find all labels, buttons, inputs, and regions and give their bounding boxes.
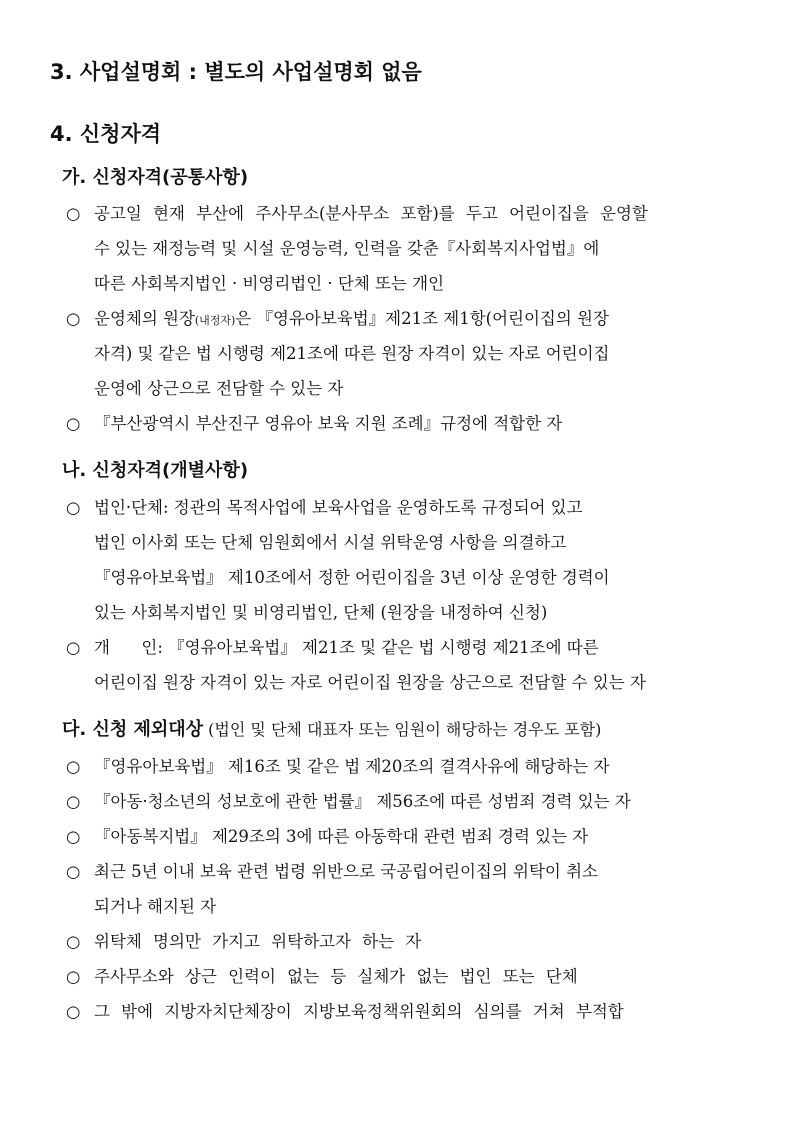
circle-bullet-icon: ○ <box>66 309 81 328</box>
list-item <box>66 490 726 630</box>
circle-bullet-icon: ○ <box>66 1002 81 1021</box>
list-item <box>66 784 726 819</box>
item-text-line: 위탁체 명의만 가지고 위탁하고자 하는 자 <box>94 932 422 951</box>
circle-bullet-icon: ○ <box>66 967 81 986</box>
circle-bullet-icon: ○ <box>66 827 81 846</box>
item-text-line: 운영에 상근으로 전담할 수 있는 자 <box>94 379 344 398</box>
item-text-line: 수 있는 재정능력 및 시설 운영능력, 인력을 갖춘『사회복지사업법』에 <box>94 239 600 258</box>
list-item <box>66 924 726 959</box>
subsection-ga-heading: 가. 신청자격(공통사항) <box>62 167 249 188</box>
circle-bullet-icon: ○ <box>66 204 81 223</box>
list-item <box>66 959 726 994</box>
section-3-heading: 3. 사업설명회 : 별도의 사업설명회 없음 <box>50 60 422 84</box>
circle-bullet-icon: ○ <box>66 862 81 881</box>
subsection-da-heading <box>62 717 601 743</box>
item-text-line: 어린이집 원장 자격이 있는 자로 어린이집 원장을 상근으로 전담할 수 있는 자 <box>94 673 646 692</box>
subsection-da-title: 다. 신청 제외대상 <box>62 719 204 740</box>
circle-bullet-icon: ○ <box>66 932 81 951</box>
subsection-na-heading: 나. 신청자격(개별사항) <box>62 460 249 481</box>
item-text-line: 따른 사회복지법인 · 비영리법인 · 단체 또는 개인 <box>94 274 445 293</box>
item-text-line: 주사무소와 상근 인력이 없는 등 실체가 없는 법인 또는 단체 <box>94 967 578 986</box>
item-text-line: 『부산광역시 부산진구 영유아 보육 지원 조례』규정에 적합한 자 <box>94 414 563 433</box>
item-text-line: 『영유아보육법』 제16조 및 같은 법 제20조의 결격사유에 해당하는 자 <box>94 757 610 776</box>
item-text-segment: 운영체의 원장 <box>94 309 195 328</box>
list-item <box>66 630 726 700</box>
item-text-line: 그 밖에 지방자치단체장이 지방보육정책위원회의 심의를 거쳐 부적합 <box>94 1002 624 1021</box>
item-text-line: 『아동·청소년의 성보호에 관한 법률』 제56조에 따른 성범죄 경력 있는 자 <box>94 792 631 811</box>
circle-bullet-icon: ○ <box>66 792 81 811</box>
item-text-line: 법인·단체: 정관의 목적사업에 보육사업을 운영하도록 규정되어 있고 <box>94 498 583 517</box>
list-item <box>66 301 726 406</box>
item-text-line: 공고일 현재 부산에 주사무소(분사무소 포함)를 두고 어린이집을 운영할 <box>94 204 648 223</box>
item-text-line: 『영유아보육법』 제10조에서 정한 어린이집을 3년 이상 운영한 경력이 <box>94 568 610 587</box>
section-4-heading: 4. 신청자격 <box>50 122 162 146</box>
subsection-da-note: (법인 및 단체 대표자 또는 임원이 해당하는 경우도 포함) <box>203 720 602 739</box>
circle-bullet-icon: ○ <box>66 638 81 657</box>
item-text-line: 『아동복지법』 제29조의 3에 따른 아동학대 관련 범죄 경력 있는 자 <box>94 827 589 846</box>
list-item <box>66 406 726 441</box>
item-text-line: 자격) 및 같은 법 시행령 제21조에 따른 원장 자격이 있는 자로 어린이집 <box>94 344 610 363</box>
item-text-line: 법인 이사회 또는 단체 임원회에서 시설 위탁운영 사항을 의결하고 <box>94 533 567 552</box>
circle-bullet-icon: ○ <box>66 414 81 433</box>
list-item <box>66 819 726 854</box>
item-text-small: (내정자) <box>194 314 236 327</box>
circle-bullet-icon: ○ <box>66 757 81 776</box>
list-item <box>66 994 726 1029</box>
item-text-line: 있는 사회복지법인 및 비영리법인, 단체 (원장을 내정하여 신청) <box>94 603 548 622</box>
list-item <box>66 196 726 301</box>
list-item <box>66 854 726 924</box>
list-item <box>66 749 726 784</box>
item-text-line: 개 인: 『영유아보육법』 제21조 및 같은 법 시행령 제21조에 따른 <box>94 638 599 657</box>
item-text-segment: 은 『영유아보육법』제21조 제1항(어린이집의 원장 <box>235 309 609 328</box>
item-text-line: 최근 5년 이내 보육 관련 법령 위반으로 국공립어린이집의 위탁이 취소 <box>94 862 598 881</box>
circle-bullet-icon: ○ <box>66 498 81 517</box>
item-text-line: 되거나 해지된 자 <box>94 897 217 916</box>
